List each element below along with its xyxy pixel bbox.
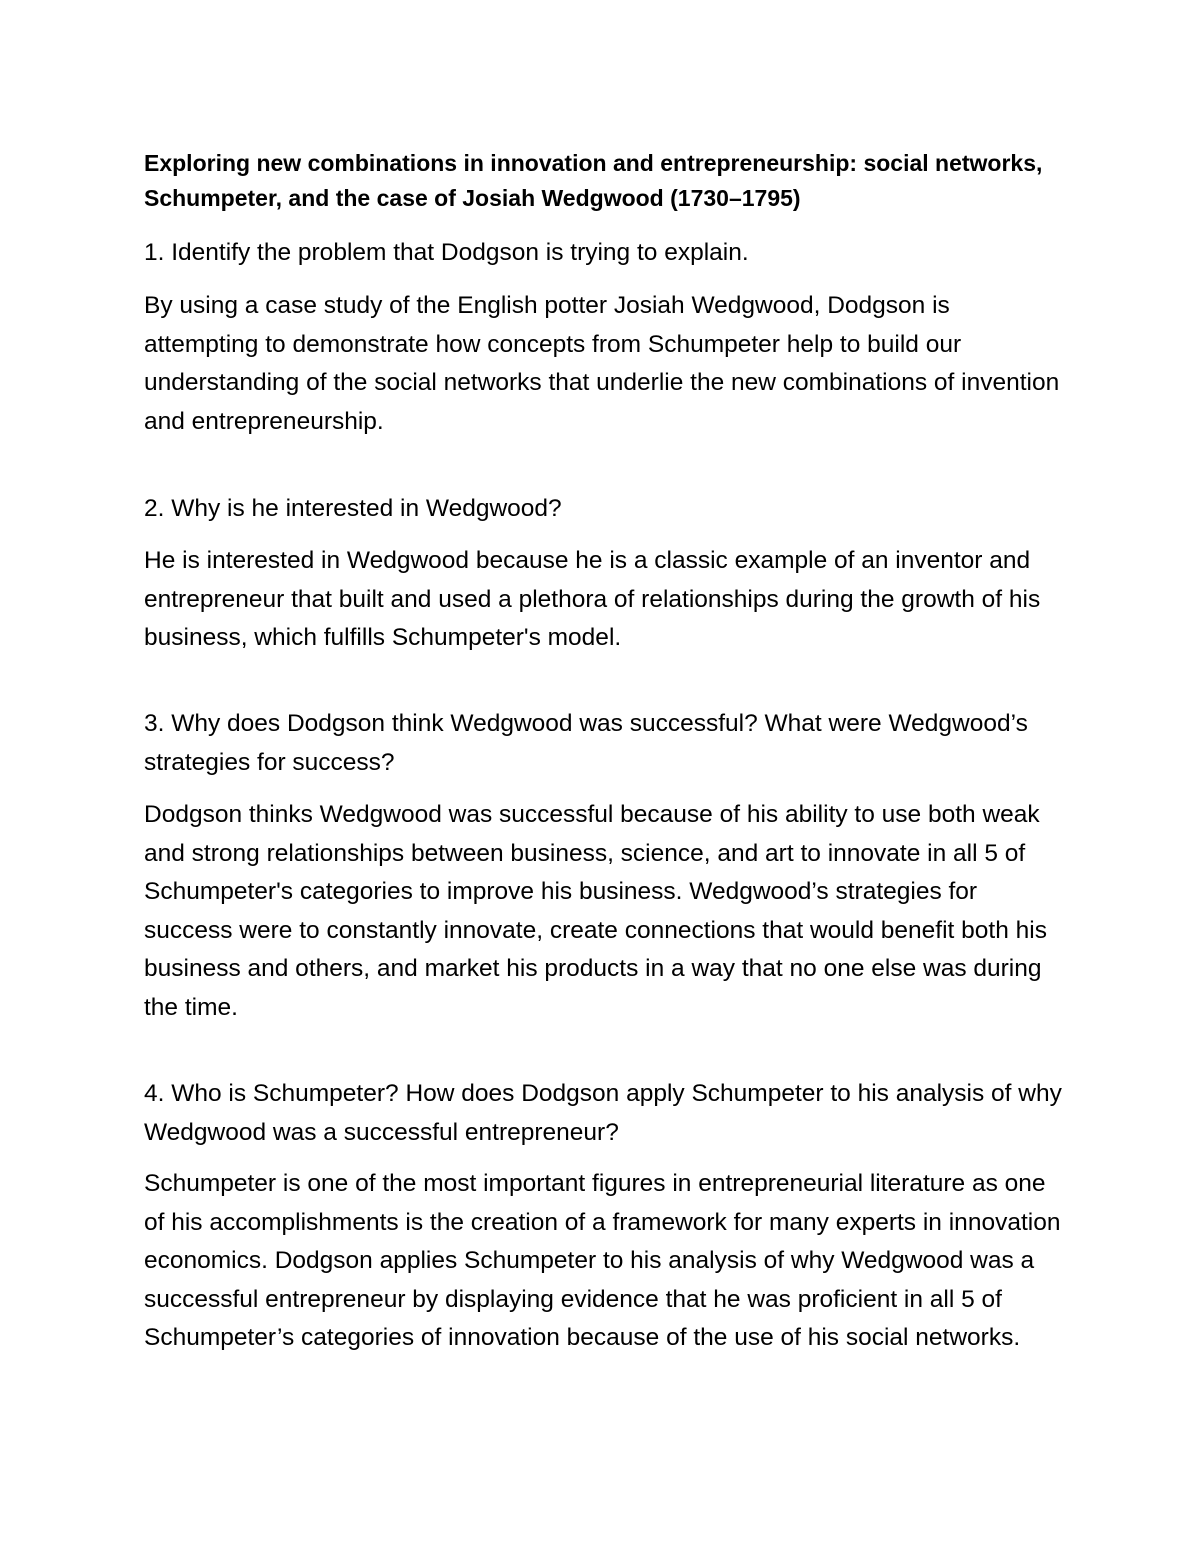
answer-3: Dodgson thinks Wedgwood was successful because of his ability to use both weak and strong relationships between business, science, and art to innovate in all 5 of Schumpeter's categories to improve his business. Wedgwood’s strategies for success were to constantly innovate, create connections that would benefit both his business and others, and market his products in a way that no one else was during the time. <box>144 801 1047 1021</box>
question-2: 2. Why is he interested in Wedgwood? <box>144 495 562 522</box>
answer-1: By using a case study of the English potter Josiah Wedgwood, Dodgson is attempting to demonstrate how concepts from Schumpeter help to build our understanding of the social networks that underlie the new combinations of invention and entrepreneurship. <box>144 292 1060 435</box>
answer-2: He is interested in Wedgwood because he is a classic example of an inventor and entrepreneur that built and used a plethora of relationships during the growth of his business, which fulfills Schumpeter's model. <box>144 547 1041 651</box>
document-title: Exploring new combinations in innovation and entrepreneurship: social networks, Schumpeter, and the case of Josiah Wedgwood (1730–1795) <box>144 150 1043 211</box>
answer-4: Schumpeter is one of the most important figures in entrepreneurial literature as one of his accomplishments is the creation of a framework for many experts in innovation economics. Dodgson applies Schumpeter to his analysis of why Wedgwood was a successful entrepreneur by displaying evidence that he was proficient in all 5 of Schumpeter’s categories of innovation because of the use of his social networks. <box>144 1170 1061 1351</box>
question-4: 4. Who is Schumpeter? How does Dodgson apply Schumpeter to his analysis of why Wedgwood was a successful entrepreneur? <box>144 1080 1062 1146</box>
question-1: 1. Identify the problem that Dodgson is trying to explain. <box>144 239 749 266</box>
question-3: 3. Why does Dodgson think Wedgwood was successful? What were Wedgwood’s strategies for success? <box>144 710 1028 776</box>
